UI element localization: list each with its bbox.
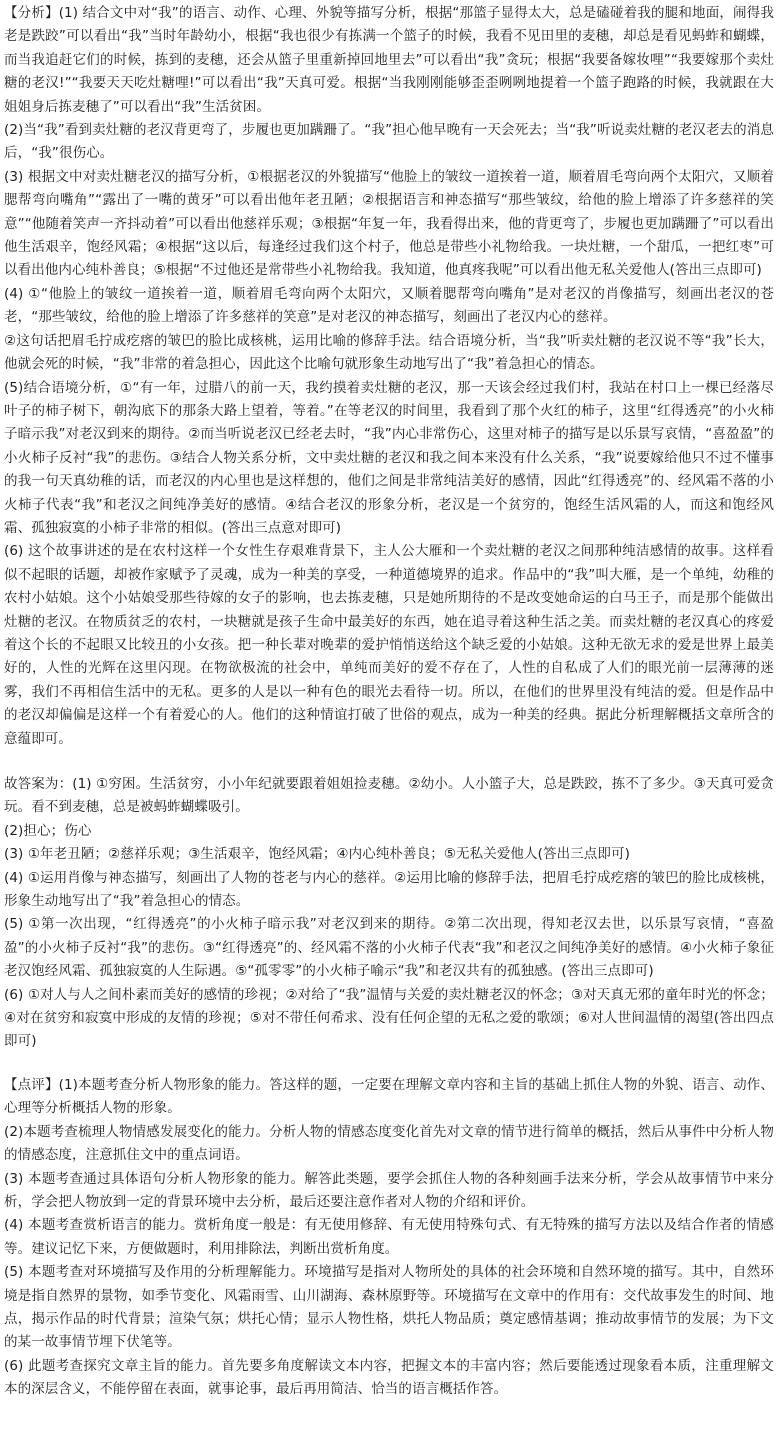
answer-paragraph-1: 故答案为：(1) ①穷困。生活贫穷，小小年纪就要跟着姐姐捡麦穗。②幼小。人小篮子大，总是跌跤，拣不了多少。③天真可爱贪玩。看不到麦穗，总是被蚂蚱蝴蝶吸引。 <box>4 776 774 816</box>
answer-paragraph-4: (4) ①运用肖像与神态描写，刻画出了人物的苍老与内心的慈祥。②运用比喻的修辞手法，把眉毛拧成疙瘩的皱巴的脸比成核桃，形象生动地写出了“我”着急担心的情态。 <box>4 869 774 910</box>
analysis-paragraph-6: (5)结合语境分析，①“有一年，过腊八的前一天，我约摸着卖灶糖的老汉，那一天该会经过我们村，我站在村口上一棵已经落尽叶子的柿子树下，朝沟底下的那条大路上望着，等着。”在等老汉的时间里，我看到了那个火红的柿子，这里“红得透亮”的小火柿子暗示我”对老汉到来的期待。②而当听说老汉已经老去时，“我”内心非常伤心，这里对柿子的描写是以乐景写哀情，“喜盈盈”的小火柿子反衬“我”的悲伤。③结合人物关系分析，文中卖灶糖的老汉和我之间本来没有什么关系，“我”说要嫁给他只不过不懂事的我一句天真幼稚的话，而老汉的内心里也是这样想的，他们之间是非常纯洁美好的感情，因此“红得透亮”的、经风霜不落的小火柿子代表“我”和老汉之间纯净美好的感情。④结合老汉的形象分析，老汉是一个贫穷的，饱经生活风霜的人，而这和饱经风霜、孤独寂寞的小柿子非常的相似。(答出三点意对即可) <box>4 379 774 536</box>
section-spacer <box>4 751 774 773</box>
comment-paragraph-4: (4) 本题考查赏析语言的能力。赏析角度一般是：有无使用修辞、有无使用特殊句式、有无特殊的描写方法以及结合作者的情感等。建议记忆下来，方便做题时，利用排除法，判断出赏析角度。 <box>4 1217 774 1257</box>
answer-paragraph-6: (6) ①对人与人之间朴素而美好的感情的珍视；②对给了“我”温情与关爱的卖灶糖老汉的怀念；③对天真无邪的童年时光的怀念；④对在贫穷和寂寞中形成的友情的珍视；⑤对不带任何希求、没有任何企望的无私之爱的歌颂；⑥对人世间温情的渴望(答出四点即可) <box>4 986 774 1050</box>
analysis-paragraph-2: (2)当“我”看到卖灶糖的老汉背更弯了，步履也更加蹒跚了。“我”担心他早晚有一天会死去；当“我”听说卖灶糖的老汉老去的消息后，“我”很伤心。 <box>4 122 774 162</box>
section-spacer <box>4 1054 774 1074</box>
answer-paragraph-3: (3) ①年老丑陋；②慈祥乐观；③生活艰辛，饱经风霜；④内心纯朴善良；⑤无私关爱他人(答出三点即可) <box>4 846 630 863</box>
comment-paragraph-5: (5) 本题考查对环境描写及作用的分析理解能力。环境描写是指对人物所处的具体的社会环境和自然环境的描写。其中，自然环境是指自然界的景物，如季节变化、风霜雨雪、山川湖海、森林原野等。环境描写在文章中的作用有：交代故事发生的时间、地点，揭示作品的时代背景；渲染气氛；烘托心情；显示人物性格，烘托人物品质；奠定感情基调；推动故事情节的发展；为下文的某一故事情节埋下伏笔等。 <box>4 1264 774 1351</box>
analysis-section <box>4 2 774 751</box>
analysis-paragraph-5: ②这句话把眉毛拧成疙瘩的皱巴的脸比成核桃，运用比喻的修辞手法。结合语境分析，当“我”听卖灶糖的老汉说不等“我”长大，他就会死的时候，“我”非常的着急担心，因此这个比喻句就形象生动地写出了“我”着急担心的情态。 <box>4 332 774 373</box>
answer-paragraph-2: (2)担心；伤心 <box>4 822 92 839</box>
comment-paragraph-2: (2)本题考查梳理人物情感发展变化的能力。分析人物的情感态度变化首先对文章的情节进行简单的概括，然后从事件中分析人物的情感态度，注意抓住文中的重点词语。 <box>4 1123 774 1164</box>
analysis-paragraph-4: (4) ①“他脸上的皱纹一道挨着一道，顺着眉毛弯向两个太阳穴，又顺着腮帮弯向嘴角”是对老汉的肖像描写，刻画出老汉的苍老，“那些皱纹，给他的脸上增添了许多慈祥的笑意”是对老汉的神态描写，刻画出了老汉内心的慈祥。 <box>4 285 774 326</box>
comment-paragraph-6: (6) 此题考查探究文章主旨的能力。首先要多角度解读文本内容，把握文本的丰富内容；然后要能透过现象看本质，注重理解文本的深层含义，不能停留在表面，就事论事，最后再用简洁、恰当的语言概括作答。 <box>4 1357 774 1398</box>
analysis-paragraph-7: (6) 这个故事讲述的是在农村这样一个女性生存艰难背景下，主人公大雁和一个卖灶糖的老汉之间那种纯洁感情的故事。这样看似不起眼的话题，却被作家赋予了灵魂，成为一种美的享受，一种道德境界的追求。作品中的“我”叫大雁，是一个单纯，幼稚的农村小姑娘。这个小姑娘受那些待嫁的女子的影响，也去拣麦穗，只是她所期待的不是改变她命运的白马王子，而是那个能做出灶糖的老汉。在物质贫乏的农村，一块糖就是孩子生命中最美好的东西，她在追寻着这种生活之美。而卖灶糖的老汉真心的疼爱着这个长的不起眼又比较丑的小女孩。把一种长辈对晚辈的爱护悄悄送给这个缺乏爱的小姑娘。这种无欲无求的爱是世界上最美好的，人性的光辉在这里闪现。在物欲极流的社会中，单纯而美好的爱不存在了，人性的自私成了人们的眼光前一层薄薄的迷雾，我们不再相信生活中的无私。更多的人是以一种有色的眼光去看待一切。所以，在他们的世界里没有纯洁的爱。但是作品中的老汉却偏偏是这样一个有着爱心的人。他们的这种情谊打破了世俗的观点，成为一种美的经典。据此分析理解概括文章所含的意蕴即可。 <box>4 543 774 747</box>
analysis-paragraph-3: (3) 根据文中对卖灶糖老汉的描写分析，①根据老汉的外貌描写“他脸上的皱纹一道挨着一道，顺着眉毛弯向两个太阳穴，又顺着腮帮弯向嘴角”“露出了一嘴的黄牙”可以看出他年老丑陋；②根据语言和神态描写“那些皱纹，给他的脸上增添了许多慈祥的笑意”“他随着笑声一齐抖动着”可以看出他慈祥乐观；③根据“年复一年，我看得出来，他的背更弯了，步履也更加蹒跚了”可以看出他生活艰辛，饱经风霜；④根据“这以后，每逢经过我们这个村子，他总是带些小礼物给我。一块灶糖，一个甜瓜，一把红枣”可以看出他内心纯朴善良；⑤根据“不过他还是常带些小礼物给我。我知道，他真疼我呢”可以看出他无私关爱他人(答出三点即可) <box>4 168 774 279</box>
comment-paragraph-3: (3) 本题考查通过具体语句分析人物形象的能力。解答此类题，要学会抓住人物的各种刻画手法来分析，学会从故事情节中来分析，学会把人物放到一定的背景环境中去分析，最后还要注意作者对人物的介绍和评价。 <box>4 1170 774 1210</box>
comments-section <box>4 1074 774 1402</box>
analysis-paragraph-1: 【分析】(1) 结合文中对“我”的语言、动作、心理、外貌等描写分析，根据“那篮子显得太大，总是磕碰着我的腿和地面，闹得我老是跌跤”可以看出“我”当时年龄幼小，根据“我也很少有拣满一个篮子的时候，我看不见田里的麦穗，却总是看见蚂蚱和蝴蝶，而当我追赶它们的时候，拣到的麦穗，还会从篮子里重新掉回地里去”可以看出“我”贪玩；根据“我要备嫁妆哩”“我要嫁那个卖灶糖的老汉!”“我要天天吃灶糖哩!”可以看出“我”天真可爱。根据“当我刚刚能够歪歪咧咧地提着一个篮子跑路的时候，我就跟在大姐姐身后拣麦穗了”可以看出“我”生活贫困。 <box>4 5 774 115</box>
answers-section <box>4 773 774 1054</box>
comment-paragraph-1: 【点评】(1)本题考查分析人物形象的能力。答这样的题，一定要在理解文章内容和主旨的基础上抓住人物的外貌、语言、动作、心理等分析概括人物的形象。 <box>4 1076 774 1117</box>
answer-paragraph-5: (5) ①第一次出现，“红得透亮”的小火柿子暗示我”对老汉到来的期待。②第二次出现，得知老汉去世，以乐景写哀情，“喜盈盈”的小火柿子反衬“我”的悲伤。③“红得透亮”的、经风霜不落的小火柿子代表“我”和老汉之间纯净美好的感情。④小火柿子象征老汉饱经风霜、孤独寂寞的人生际遇。⑤“孤零零”的小火柿子喻示“我”和老汉共有的孤独感。(答出三点即可) <box>4 916 774 980</box>
